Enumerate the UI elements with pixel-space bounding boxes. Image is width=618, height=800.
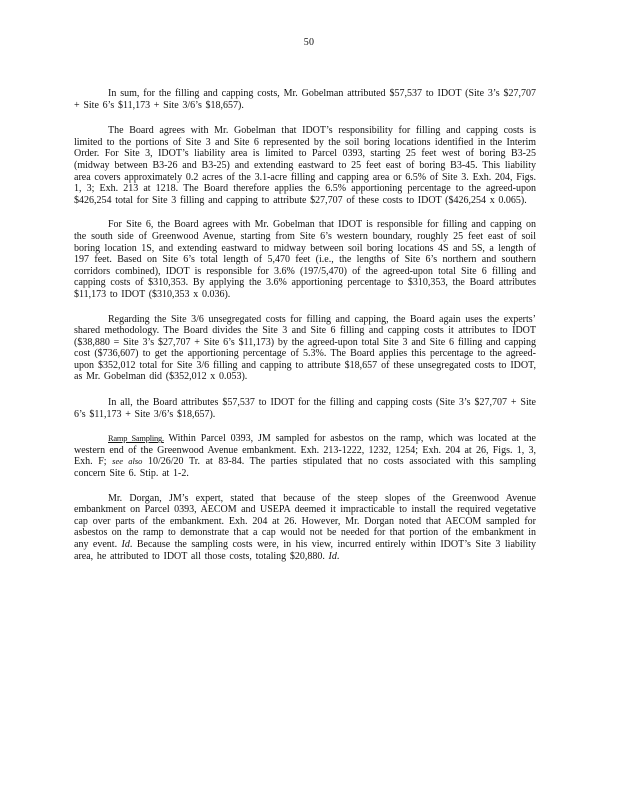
paragraph-ramp-sampling bbox=[74, 433, 536, 479]
paragraph-site-3-6-unsegregated: Regarding the Site 3/6 unsegregated costs for filling and capping, the Board again uses the experts’ shared methodology. The Board divides the Site 3 and Site 6 filling and capping costs it attributes to IDOT ($38,880 = Site 3’s $27,707 + Site 6’s $11,173) by the agreed-upon total Site 3 and Site 6 filling and capping cost ($736,607) to get the apportioning percentage of 5.3%. The Board applies this percentage to the agreed-upon $352,012 total for Site 3/6 filling and capping to attribute $18,657 of these unsegregated costs to IDOT, as Mr. Gobelman did ($352,012 x 0.053). bbox=[74, 313, 536, 383]
id-citation-1: Id bbox=[121, 539, 130, 550]
section-heading-ramp-sampling: Ramp Sampling. bbox=[108, 434, 164, 444]
page-number: 50 bbox=[303, 37, 315, 48]
paragraph-site-6-analysis: For Site 6, the Board agrees with Mr. Gobelman that IDOT is responsible for filling and capping on the south side of Greenwood Avenue, starting from Site 6’s western boundary, roughly 25 feet east of soil boring location 1S, and extending eastward to midway between soil boring locations 4S and 5S, a length of 197 feet. Based on Site 6’s total length of 5,470 feet (i.e., the lengths of Site 6’s northern and southern corridors combined), IDOT is responsible for 3.6% (197/5,470) of the agreed-upon total Site 6 filling and capping costs of $310,353. By applying the 3.6% apportioning percentage to $310,353, the Board attributes $11,173 to IDOT ($310,353 x 0.036). bbox=[74, 219, 536, 300]
dorgan-text-c: . bbox=[336, 550, 340, 562]
ramp-sampling-text-b: 10/26/20 Tr. at 83-84. The parties stipulated that no costs associated with this sampling concern Site 6. Stip. at 1-2. bbox=[74, 456, 536, 480]
citation-signal: see also bbox=[112, 456, 143, 467]
body-text bbox=[74, 88, 536, 576]
id-citation-2: Id bbox=[328, 550, 337, 562]
ramp-sampling-text-a: Within Parcel 0393, JM sampled for asbestos on the ramp, which was located at the western end of the Greenwood Avenue embankment. Exh. 213-1222, 1232, 1254; Exh. 204 at 26, Figs. 1, 3, Exh. F; bbox=[74, 433, 536, 468]
paragraph-dorgan-testimony bbox=[74, 493, 536, 563]
paragraph-summary-filling-capping: In sum, for the filling and capping costs, Mr. Gobelman attributed $57,537 to IDOT (Site 3’s $27,707 + Site 6’s $11,173 + Site 3/6’s $18,657). bbox=[74, 88, 536, 111]
dorgan-text-a: Mr. Dorgan, JM’s expert, stated that because of the steep slopes of the Greenwood Avenue embankment on Parcel 0393, AECOM and USEPA deemed it impracticable to install the required vegetative cap over parts of the embankment. Exh. 204 at 26. However, Mr. Dorgan noted that AECOM sampled for asbestos on the ramp to demonstrate that a cap would not be needed for that portion of the embankment in any event. bbox=[74, 492, 536, 550]
dorgan-text-b: . Because the sampling costs were, in his view, incurred entirely within IDOT’s Site 3 liability area, he attributed to IDOT all those costs, totaling $20,880. bbox=[74, 539, 536, 562]
paragraph-site-3-analysis: The Board agrees with Mr. Gobelman that IDOT’s responsibility for filling and capping costs is limited to the portions of Site 3 and Site 6 represented by the soil boring locations identified in the Interim Order. For Site 3, IDOT’s liability area is limited to Parcel 0393, starting 25 feet west of boring B3-25 (midway between B3-26 and B3-25) and extending eastward to 25 feet east of boring B3-45. This liability area covers approximately 0.2 acres of the 3.1-acre filling and capping area or 6.5% of Site 3. Exh. 204, Figs. 1, 3; Exh. 213 at 1218. The Board therefore applies the 6.5% apportioning percentage to the agreed-upon $426,254 total for Site 3 filling and capping to attribute $27,707 of these costs to IDOT ($426,254 x 0.065). bbox=[74, 125, 536, 206]
paragraph-total-attribution: In all, the Board attributes $57,537 to IDOT for the filling and capping costs (Site 3’s $27,707 + Site 6’s $11,173 + Site 3/6’s $18,657). bbox=[74, 397, 536, 420]
